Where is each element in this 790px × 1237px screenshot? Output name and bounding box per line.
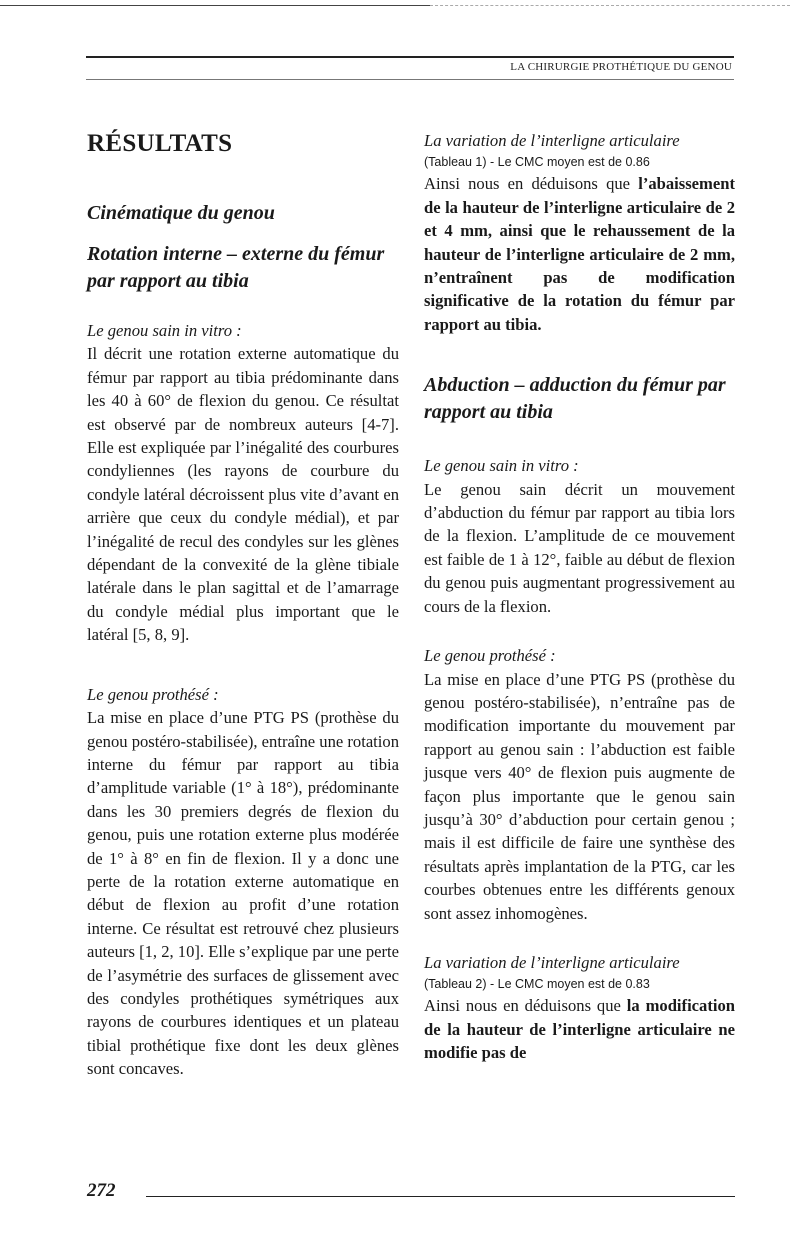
footer-rule: [146, 1196, 735, 1197]
table-reference-2: (Tableau 2) - Le CMC moyen est de 0.83: [424, 977, 650, 992]
paragraph-variation-2: [424, 994, 735, 1064]
running-head: LA CHIRURGIE PROTHÉTIQUE DU GENOU: [510, 61, 732, 73]
paragraph-sain: Il décrit une rotation externe automatique du fémur par rapport au tibia prédominante dans les 40 à 60° de flexion du genou. Ce résultat est observé par de nombreux auteurs [4-7]. Elle est expliquée par l’inégalité des courbures condyliennes (les rayons de courbure du condyle latéral décroissent plus vite d’avant en arrière que ceux du condyle médial), et par l’inégalité de recul des condyles sur les glènes dépendant de la convexité de la glène tibiale latérale dans le plan sagittal et de l’amarrage du condyle médial plus important que le latéral [5, 8, 9].: [87, 344, 399, 645]
paragraph-heading-sain: Le genou sain in vitro :: [87, 321, 242, 340]
right-column: [424, 125, 735, 1065]
paragraph-sain-right: Le genou sain décrit un mouvement d’abduction du fémur par rapport au tibia lors de la flexion. L’amplitude de ce mouvement est faible de 1 à 12°, faible au début de flexion du genou puis augmentant progressivement au cours de la flexion.: [424, 479, 735, 616]
paragraph-heading-prothese: Le genou prothésé :: [87, 684, 219, 704]
variation-1-plain: Ainsi nous en déduisons que: [424, 174, 639, 194]
paragraph-heading-prothese-right: Le genou prothésé :: [424, 646, 556, 666]
table-reference-1: (Tableau 1) - Le CMC moyen est de 0.86: [424, 155, 650, 170]
header-rule-lower: [86, 79, 734, 80]
paragraph-heading-sain-right: Le genou sain in vitro :: [424, 456, 579, 476]
paragraph-variation-1: [424, 172, 735, 336]
paragraph-heading-variation-1: La variation de l’interligne articulaire: [424, 131, 680, 150]
paragraph-heading-variation-2: La variation de l’interligne articulaire: [424, 952, 680, 972]
header-rule: [86, 56, 734, 58]
variation-2-plain: Ainsi nous en déduisons que: [424, 996, 627, 1016]
subsection-title: Cinématique du genou: [87, 202, 275, 224]
page-number: 272: [87, 1180, 116, 1201]
subsubsection-title: Rotation interne – externe du fémur par rapport au tibia: [87, 243, 385, 292]
variation-2-bold: la modification de la hauteur de l’interligne articulaire ne modifie pas de: [424, 996, 735, 1063]
section-title: RÉSULTATS: [87, 130, 233, 157]
paragraph-prothese-right: La mise en place d’une PTG PS (prothèse du genou postéro-stabilisée), n’entraîne pas de modification importante du mouvement par rapport au genou sain : l’abduction est faible jusque vers 40° de flexion puis augmente de façon plus importante que le genou sain jusqu’à 30° d’abduction pour certain genou ; mais il est difficile de faire une synthèse des résultats après implantation de la PTG, car les courbes obtenues entre les différents genoux sont assez inhomogènes.: [424, 669, 735, 923]
paragraph-prothese: La mise en place d’une PTG PS (prothèse du genou postéro-stabilisée), entraîne une rotation interne du fémur par rapport au tibia d’amplitude variable (1° à 18°), prédominante dans les 30 premiers degrés de flexion du genou, puis une rotation externe plus modérée de 1° à 8° en fin de flexion. Il y a donc une perte de la rotation externe automatique en début de flexion au profit d’une rotation interne. Ce résultat est retrouvé chez plusieurs auteurs [1, 2, 10]. Elle s’explique par une perte de l’asymétrie des surfaces de glissement avec des condyles prothétiques symétriques aux rayons de courbures identiques et un plateau tibial prothétique fixe dont les deux glènes sont concaves.: [87, 708, 399, 1079]
scan-top-dashed-line: [430, 5, 790, 6]
scan-top-line: [0, 5, 430, 6]
variation-1-bold: l’abaissement de la hauteur de l’interligne articulaire de 2 et 4 mm, ainsi que le rehaussement de la hauteur de l’interligne articulaire de 2 mm, n’entraînent pas de modification significative de la rotation du fémur par rapport au tibia.: [424, 174, 735, 334]
left-column: [87, 125, 399, 1081]
subsubsection-title-abduction: Abduction – adduction du fémur par rapport au tibia: [424, 374, 726, 424]
